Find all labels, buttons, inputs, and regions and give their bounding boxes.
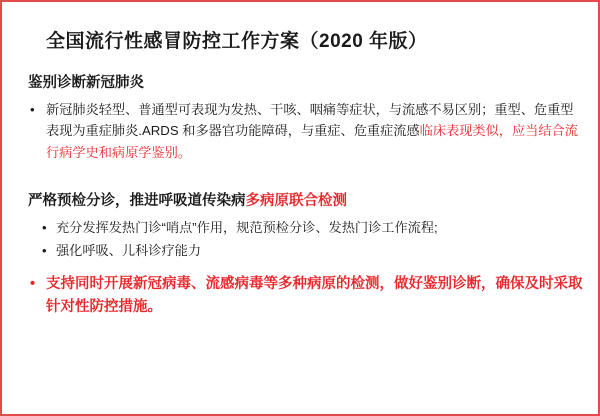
section-pre-screening: [16, 189, 584, 319]
page-title: 全国流行性感冒防控工作方案（2020 年版）: [46, 31, 428, 52]
list-item: [16, 217, 584, 238]
highlight-paragraph-text: 支持同时开展新冠病毒、流感病毒等多种病原的检测，做好鉴别诊断，确保及时采取针对性防控措施。: [46, 275, 583, 316]
section-heading-accent-text: 多病原联合检测: [245, 193, 347, 210]
list-item-text: 新冠肺炎轻型、普通型可表现为发热、干咳、咽痛等症状，与流感不易区别；重型、危重型表现为重症肺炎.ARDS 和多器官功能障碍，与重症、危重症流感: [46, 102, 574, 139]
bullet-marker-icon: [42, 217, 47, 238]
bullet-marker-icon: [42, 240, 47, 261]
section-differential-diagnosis: [16, 71, 584, 163]
section-heading: [28, 71, 584, 92]
highlight-paragraph: [16, 273, 584, 319]
slide-content: [16, 14, 584, 404]
list-item: [16, 99, 584, 163]
section-heading: [28, 189, 584, 210]
list-item-accent-text: 临床表现类似，应当结合流行病学史和病原学鉴别。: [46, 123, 578, 160]
list-item-text: 充分发挥发热门诊“哨点”作用，规范预检分诊、发热门诊工作流程;: [56, 220, 438, 236]
list-item-text: 强化呼吸、儿科诊疗能力: [56, 242, 202, 258]
bullet-marker-icon: [30, 273, 35, 296]
section-heading-text: 严格预检分诊，推进呼吸道传染病: [28, 193, 246, 210]
bullet-list: [16, 99, 584, 163]
section-heading-text: 鉴别诊断新冠肺炎: [28, 75, 144, 91]
bullet-list: [16, 217, 584, 261]
bullet-marker-icon: [30, 99, 35, 120]
list-item: [16, 240, 584, 261]
